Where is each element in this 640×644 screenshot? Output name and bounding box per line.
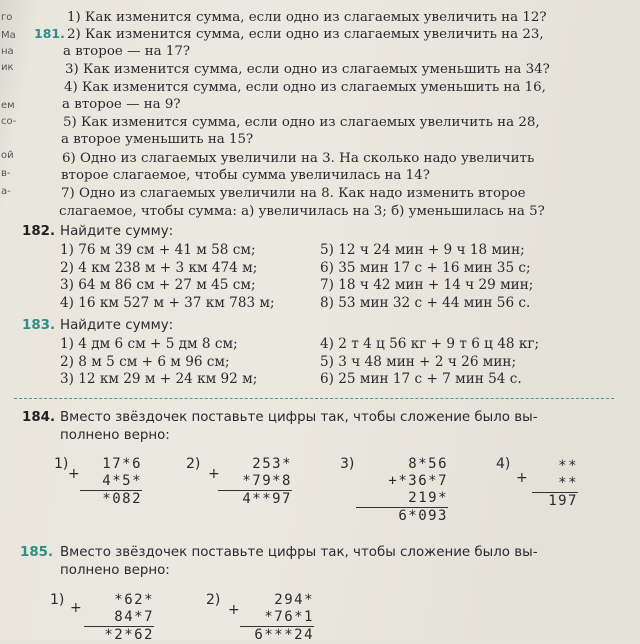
task-185-text: полнено верно: [60, 563, 170, 578]
sum-label: 4) [496, 456, 511, 472]
task-185-number: 185. [20, 545, 54, 560]
task-183-item: 3) 12 км 29 м + 24 км 92 м; [60, 371, 258, 387]
sum-result: 197 [532, 492, 578, 510]
task-182-item: 4) 16 км 527 м + 37 км 783 м; [60, 294, 275, 311]
margin-fragment: ем [1, 100, 15, 111]
sum-label: 2) [186, 456, 201, 472]
task-184-text: Вместо звёздочек поставьте цифры так, чтобы сложение было вы- [60, 410, 538, 425]
addend: 8*56 [408, 456, 448, 472]
task-182-item: 5) 12 ч 24 мин + 9 ч 18 мин; [320, 242, 525, 258]
task-183-item: 6) 25 мин 17 с + 7 мин 54 с. [320, 371, 522, 387]
task-183-number: 183. [22, 318, 56, 333]
margin-fragment: ик [1, 62, 14, 73]
margin-fragment: в- [1, 168, 11, 179]
task-181-line: слагаемое, чтобы сумма: а) увеличилась на 3; б) уменьшилась на 5? [59, 204, 545, 219]
sum-result: 6***24 [240, 626, 314, 644]
margin-fragment: Ма [1, 30, 16, 41]
addend: 17*6 [102, 456, 142, 472]
margin-fragment: ой [1, 150, 14, 161]
plus-sign: + [228, 602, 240, 618]
task-185-text: Вместо звёздочек поставьте цифры так, чтобы сложение было вы- [60, 545, 538, 560]
column-addition [532, 458, 578, 510]
plus-sign: + [70, 600, 82, 616]
plus-sign: + [208, 466, 220, 482]
addend: ** [558, 475, 578, 491]
sum-label: 1) [50, 592, 65, 608]
task-183-item: 2) 8 м 5 см + 6 м 96 см; [60, 353, 230, 370]
task-181-line: 5) Как изменится сумма, если одно из слагаемых увеличить на 28, [63, 115, 540, 130]
task-181-line: 2) Как изменится сумма, если одно из слагаемых увеличить на 23, [67, 27, 544, 42]
task-181-line: 4) Как изменится сумма, если одно из слагаемых уменьшить на 16, [64, 80, 546, 95]
task-183-item: 1) 4 дм 6 см + 5 дм 8 см; [60, 336, 238, 352]
addend: 4*5* [102, 473, 142, 489]
sum-result: 4**97 [218, 490, 292, 508]
section-divider [14, 398, 614, 400]
column-addition [240, 592, 314, 644]
task-183-left-column [60, 336, 257, 389]
addend: *62* [114, 592, 154, 608]
task-183-title: Найдите сумму: [60, 318, 174, 333]
margin-fragment: на [1, 46, 14, 57]
task-182-item: 3) 64 м 86 см + 27 м 45 см; [60, 277, 256, 293]
column-addition [218, 456, 292, 508]
task-183-item: 5) 3 ч 48 мин + 2 ч 26 мин; [320, 353, 517, 370]
addend: 84*7 [114, 609, 154, 625]
task-182-item: 1) 76 м 39 см + 41 м 58 см; [60, 242, 256, 258]
addend: 253* [252, 456, 292, 472]
sum-result: *2*62 [84, 626, 154, 644]
sum-result: *082 [80, 490, 142, 508]
addend: 294* [274, 592, 314, 608]
margin-fragment: со- [1, 116, 17, 127]
column-addition [80, 456, 142, 508]
task-182-number: 182. [22, 224, 56, 239]
sum-label: 3) [340, 456, 355, 472]
task-182-item: 7) 18 ч 42 мин + 14 ч 29 мин; [320, 277, 534, 293]
column-addition [356, 456, 448, 525]
task-181-line: 1) Как изменится сумма, если одно из слагаемых увеличить на 12? [67, 10, 547, 25]
sum-label: 2) [206, 592, 221, 608]
task-184-number: 184. [22, 410, 56, 425]
margin-fragment: а- [1, 186, 11, 197]
task-181-line: а второе уменьшить на 15? [61, 132, 254, 147]
task-183-right-column [320, 336, 539, 389]
plus-sign: + [68, 466, 80, 482]
column-addition [84, 592, 154, 644]
sum-result: 6*093 [356, 507, 448, 525]
task-183-item: 4) 2 т 4 ц 56 кг + 9 т 6 ц 48 кг; [320, 336, 540, 352]
margin-fragment: го [1, 12, 13, 23]
task-182-item: 8) 53 мин 32 с + 44 мин 56 с. [320, 294, 531, 311]
task-182-title: Найдите сумму: [60, 224, 174, 239]
task-182-item: 6) 35 мин 17 с + 16 мин 35 с; [320, 259, 531, 276]
task-181-line: а второе — на 17? [63, 44, 191, 59]
task-184-text: полнено верно: [60, 428, 170, 443]
left-margin-fragments [0, 0, 20, 260]
sum-label: 1) [54, 456, 69, 472]
addend: +*36*7 [388, 473, 448, 489]
task-181-line: 6) Одно из слагаемых увеличили на 3. На сколько надо увеличить [62, 151, 535, 166]
task-181-number: 181. [34, 26, 65, 41]
task-181-line: 3) Как изменится сумма, если одно из слагаемых уменьшить на 34? [65, 62, 550, 77]
task-182-item: 2) 4 км 238 м + 3 км 474 м; [60, 259, 258, 276]
addend: *76*1 [264, 609, 314, 625]
plus-sign: + [516, 470, 528, 486]
addend: 219* [408, 490, 448, 506]
addend: *79*8 [242, 473, 292, 489]
task-181-line: а второе — на 9? [62, 97, 181, 112]
task-182-right-column [320, 242, 533, 312]
addend: ** [558, 458, 578, 474]
task-181-line: второе слагаемое, чтобы сумма увеличилась на 14? [61, 168, 430, 183]
task-182-left-column [60, 242, 275, 312]
task-181-line: 7) Одно из слагаемых увеличили на 8. Как надо изменить второе [61, 186, 526, 201]
